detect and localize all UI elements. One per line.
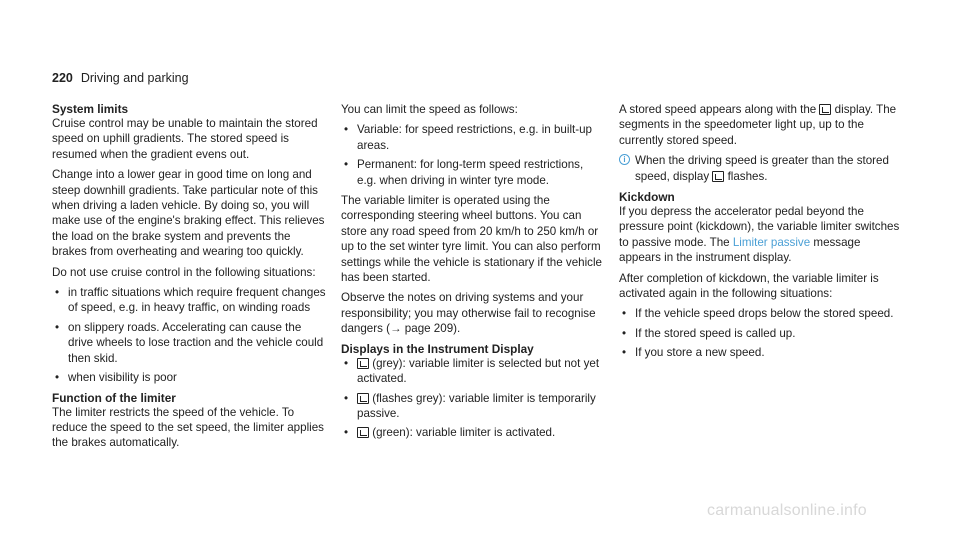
list-item-text: (flashes grey): variable limiter is temporarily passive. (357, 391, 596, 420)
list-item: • If you store a new speed. (619, 345, 904, 360)
paragraph: Do not use cruise control in the following situations: (52, 265, 316, 279)
column-3 (619, 102, 904, 366)
info-icon: i (619, 154, 630, 165)
list-item (341, 425, 603, 440)
list-item: • If the vehicle speed drops below the stored speed. (619, 306, 904, 321)
paragraph-text: A stored speed appears along with the (619, 103, 820, 116)
paragraph (341, 290, 603, 336)
limiter-icon (712, 171, 724, 182)
watermark: carmanualsonline.info (707, 502, 867, 519)
paragraph-text: If you depress the accelerator pedal beyond the pressure point (kickdown), the variable limiter switches to passive mode. The (619, 205, 900, 249)
paragraph (619, 204, 904, 266)
section-title: Driving and parking (80, 71, 189, 85)
paragraph-text: message appears in the instrument display. (619, 235, 861, 265)
displays-heading: Displays in the Instrument Display (341, 341, 534, 356)
list-item: • If the stored speed is called up. (619, 326, 904, 341)
paragraph: Change into a lower gear in good time on long and steep downhill gradients. Take particular note of this when driving a laden vehicle. By doing so, you will make use of the engine's braking effect. This relieves the load on the brake system and prevents the brakes from overheating and wearing too quickly. (52, 168, 325, 259)
reactivation-list (619, 306, 904, 360)
limit-type-list (341, 122, 603, 188)
paragraph: Cruise control may be unable to maintain the stored speed on uphill gradients. The stored speed is resumed when the gradient evens out. (52, 117, 318, 161)
column-1 (52, 102, 327, 456)
limiter-icon (357, 358, 369, 369)
list-item (341, 391, 603, 422)
page-number: 220 (52, 71, 73, 85)
limiter-passive-message: Limiter passive (732, 235, 811, 249)
column-2 (341, 102, 603, 446)
paragraph-text: Observe the notes on driving systems and your responsibility; you may otherwise fail to recognise dangers ( (341, 291, 596, 336)
limiter-icon (819, 104, 831, 115)
arrow-icon: → (389, 322, 402, 336)
situation-list (52, 285, 327, 385)
list-item: • Permanent: for long-term speed restrictions, e.g. when driving in winter tyre mode. (341, 157, 603, 188)
note-text: flashes. (724, 169, 768, 183)
list-item: • when visibility is poor (52, 370, 327, 385)
limiter-icon (357, 393, 369, 404)
info-note (619, 153, 904, 184)
limiter-icon (357, 427, 369, 438)
paragraph: You can limit the speed as follows: (341, 103, 518, 116)
list-item-text: (grey): variable limiter is selected but not yet activated. (357, 356, 600, 386)
paragraph-text: display. The segments in the speedometer light up, up to the currently stored speed. (619, 103, 897, 147)
paragraph (619, 102, 904, 148)
paragraph: The limiter restricts the speed of the vehicle. To reduce the speed to the set speed, the limiter applies the brakes automatically. (52, 405, 324, 450)
system-limits-heading: System limits (52, 102, 129, 116)
list-item: • Variable: for speed restrictions, e.g. in built-up areas. (341, 122, 603, 153)
list-item-text: (green): variable limiter is activated. (369, 426, 556, 440)
list-item: • in traffic situations which require frequent changes of speed, e.g. in heavy traffic, on winding roads (52, 285, 327, 316)
paragraph: The variable limiter is operated using the corresponding steering wheel buttons. You can store any road speed from 20 km/h to 250 km/h or up to the set winter tyre limit. You can also perform settings while the vehicle is stationary if the vehicle has been started. (341, 194, 602, 285)
function-heading: Function of the limiter (52, 390, 176, 405)
paragraph: After completion of kickdown, the variable limiter is activated again in the following situations: (619, 271, 879, 301)
note-text: When the driving speed is greater than the stored speed, display (635, 154, 889, 183)
page-reference: page 209). (401, 322, 461, 336)
list-item (341, 356, 603, 387)
list-item: • on slippery roads. Accelerating can cause the drive wheels to lose traction and the vehicle could then skid. (52, 320, 327, 366)
page-header (52, 71, 189, 85)
display-list (341, 356, 603, 441)
kickdown-heading: Kickdown (619, 190, 675, 205)
